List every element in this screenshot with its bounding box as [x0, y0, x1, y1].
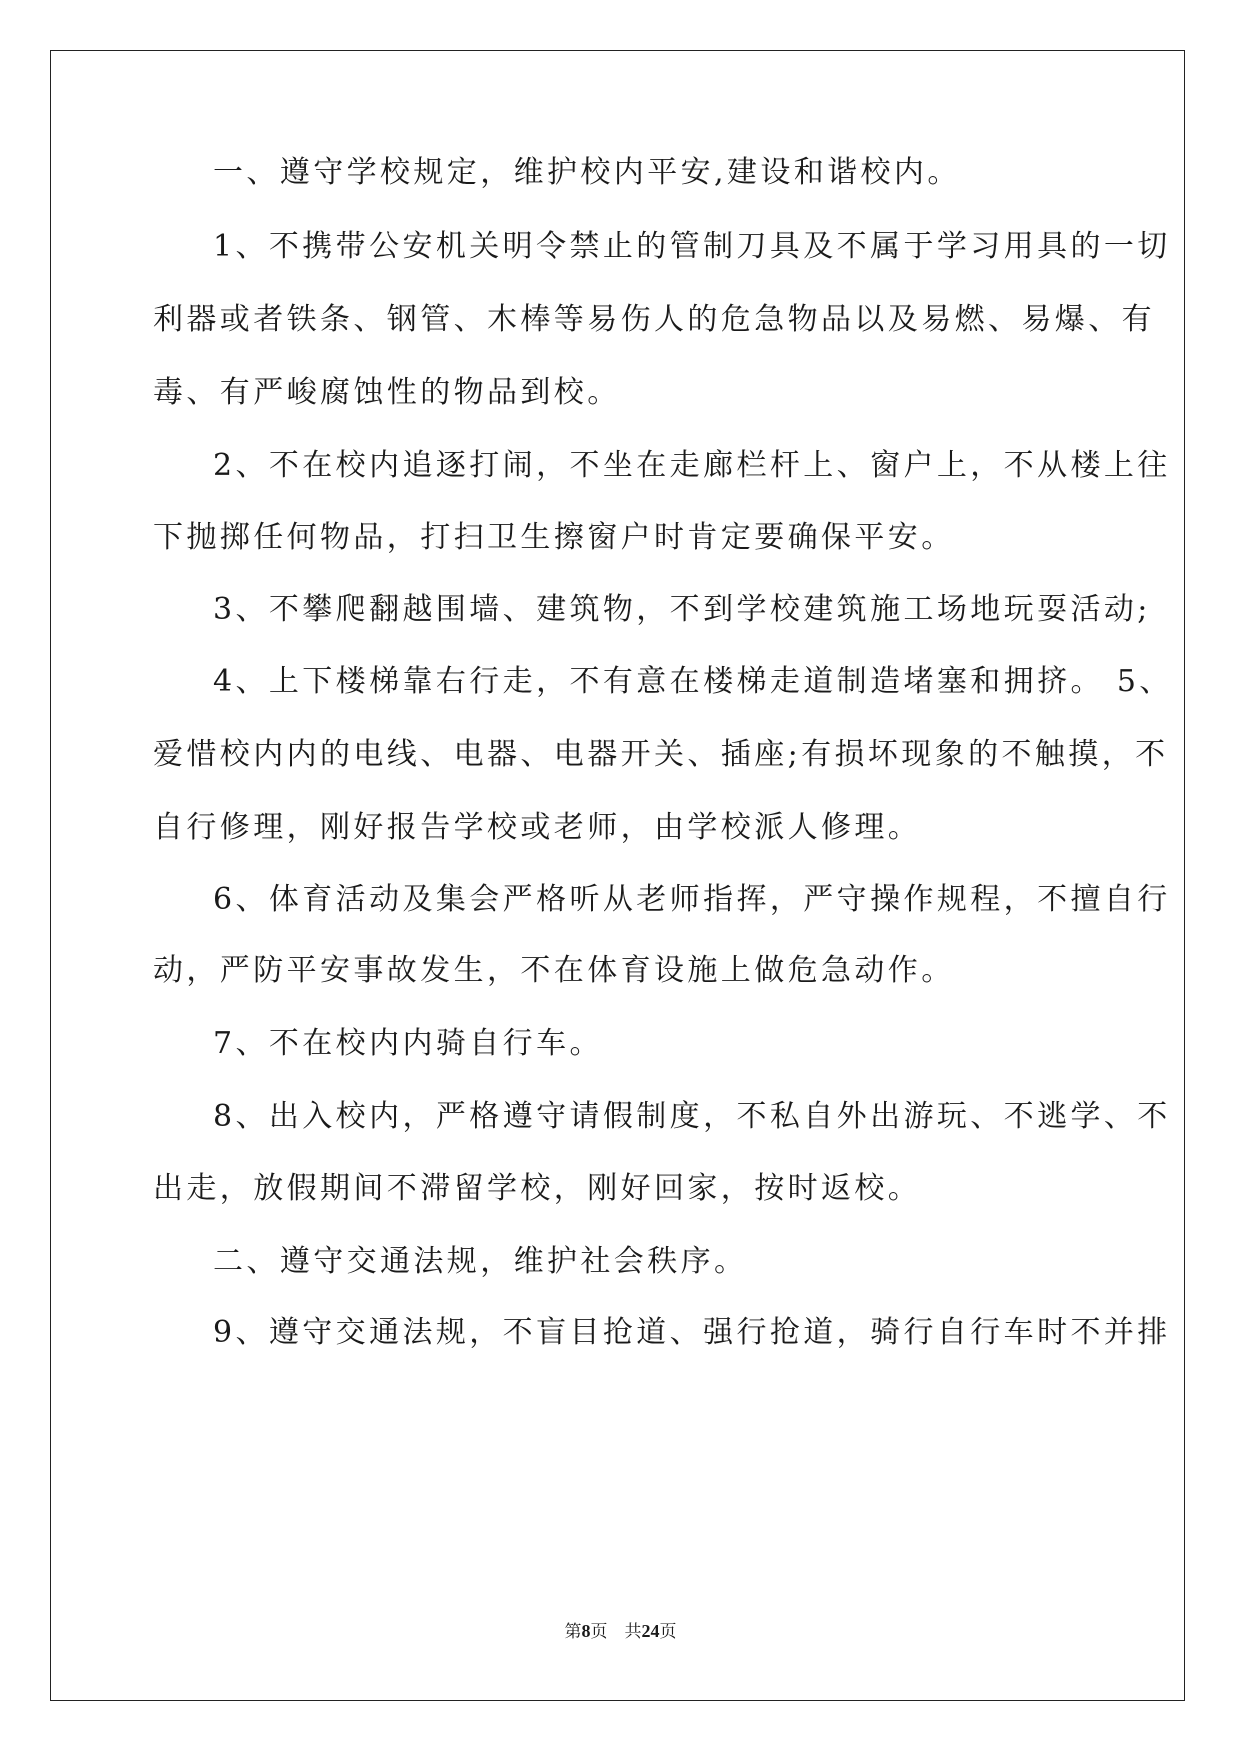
footer-suffix: 页	[659, 1622, 677, 1642]
text-line: 8、出入校内，严格遵守请假制度，不私自外出游玩、不逃学、不	[213, 1099, 1171, 1134]
text-line: 7、不在校内内骑自行车。	[213, 1026, 603, 1061]
section-heading-2: 二、遵守交通法规，维护社会秩序。	[213, 1244, 748, 1279]
text-line: 利器或者铁条、钢管、木棒等易伤人的危急物品以及易燃、易爆、有	[153, 302, 1155, 337]
page-border	[50, 50, 1185, 1701]
text-line: 毒、有严峻腐蚀性的物品到校。	[153, 375, 621, 410]
footer-mid: 页 共	[590, 1622, 642, 1642]
text-line: 下抛掷任何物品，打扫卫生擦窗户时肯定要确保平安。	[153, 520, 955, 555]
text-line: 自行修理，刚好报告学校或老师，由学校派人修理。	[153, 810, 922, 845]
text-line: 4、上下楼梯靠右行走，不有意在楼梯走道制造堵塞和拥挤。 5、	[213, 664, 1173, 699]
text-line: 1、不携带公安机关明令禁止的管制刀具及不属于学习用具的一切	[213, 229, 1171, 264]
footer-prefix: 第	[564, 1622, 582, 1642]
text-line: 爱惜校内内的电线、电器、电器开关、插座;有损坏现象的不触摸，不	[153, 737, 1169, 772]
text-line: 3、不攀爬翻越围墙、建筑物，不到学校建筑施工场地玩耍活动;	[213, 592, 1151, 627]
section-heading-1: 一、遵守学校规定，维护校内平安,建设和谐校内。	[213, 155, 961, 190]
page-footer	[0, 1617, 1241, 1642]
footer-page-number: 8	[581, 1621, 591, 1641]
footer-total-pages: 24	[641, 1621, 660, 1641]
text-line: 2、不在校内追逐打闹，不坐在走廊栏杆上、窗户上，不从楼上往	[213, 448, 1171, 483]
text-line: 出走，放假期间不滞留学校，刚好回家，按时返校。	[153, 1171, 922, 1206]
text-line: 动，严防平安事故发生，不在体育设施上做危急动作。	[153, 953, 955, 988]
text-line: 9、遵守交通法规，不盲目抢道、强行抢道，骑行自行车时不并排	[213, 1315, 1171, 1350]
text-line: 6、体育活动及集会严格听从老师指挥，严守操作规程，不擅自行	[213, 882, 1171, 917]
